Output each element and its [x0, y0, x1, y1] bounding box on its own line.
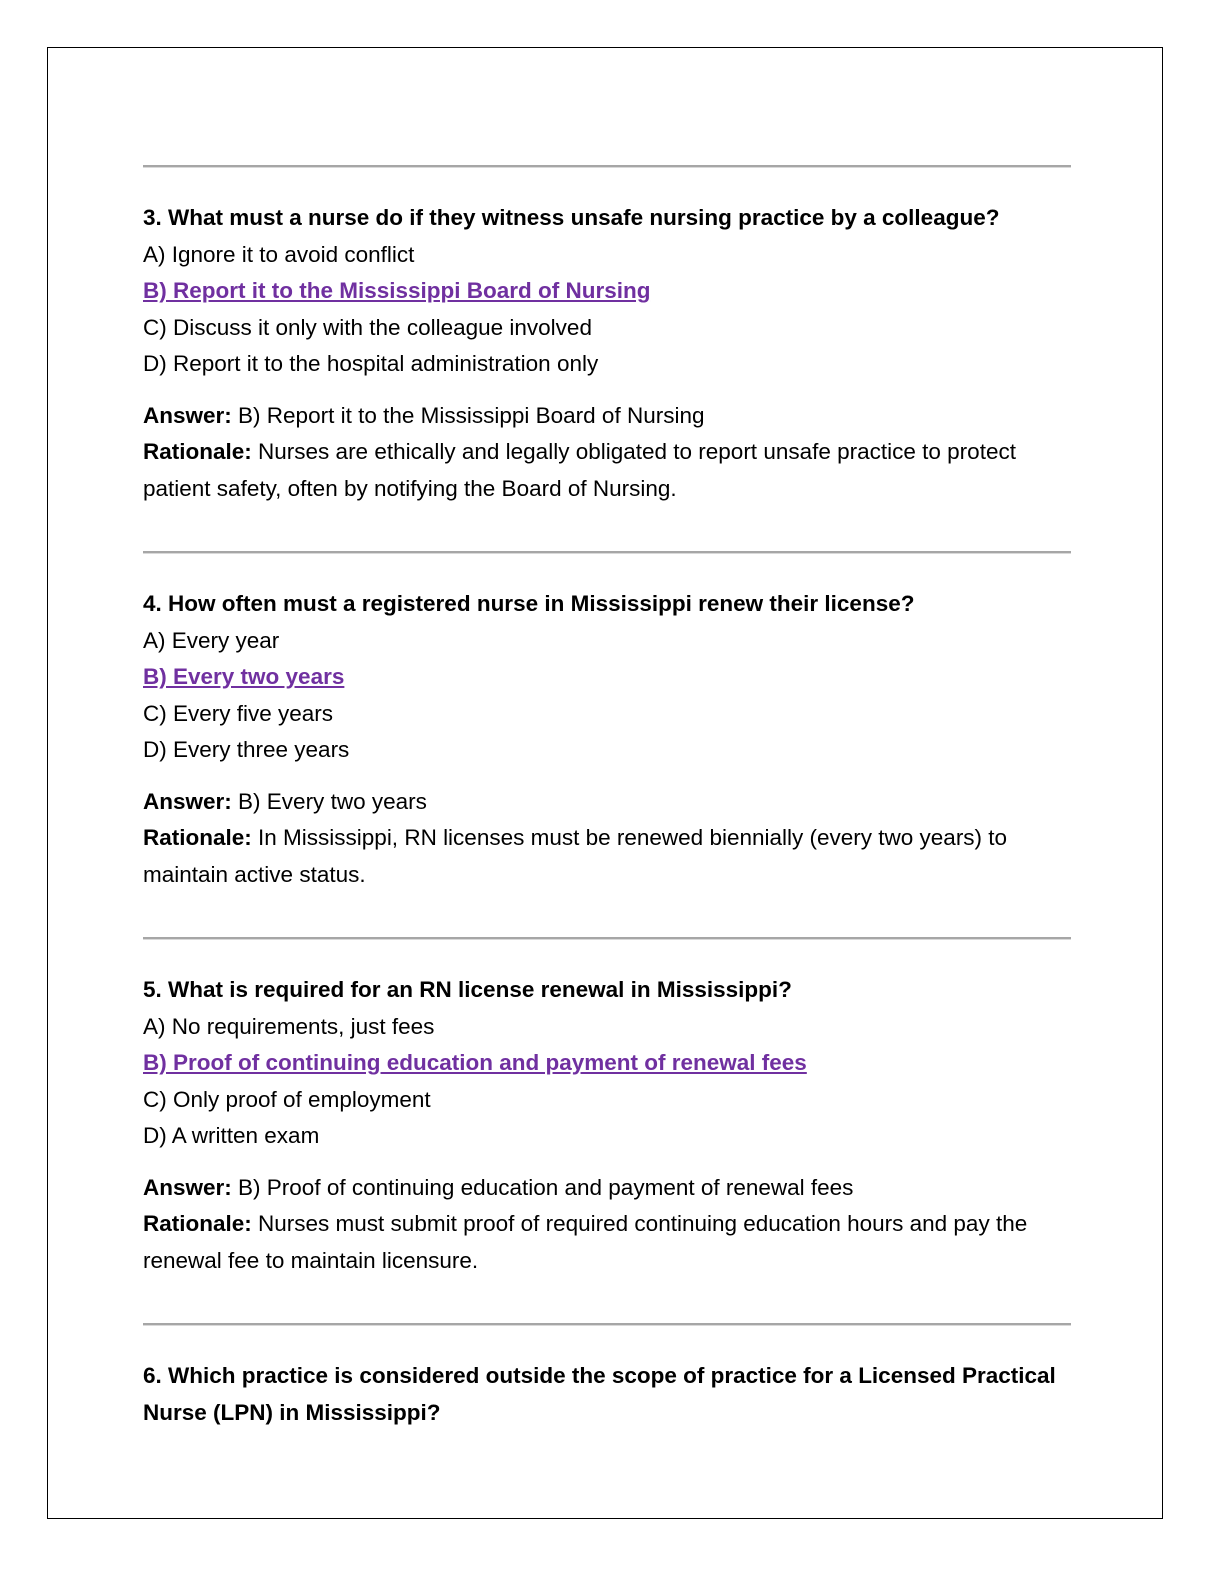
answer-value: B) Proof of continuing education and payment of renewal fees [238, 1174, 854, 1200]
answer-value: B) Every two years [238, 788, 427, 814]
question-4-option-c: C) Every five years [143, 700, 334, 726]
question-block-4 [143, 554, 1071, 937]
question-4-option-d: D) Every three years [143, 737, 350, 762]
question-4-answer [143, 784, 1071, 821]
question-3-option-a: A) Ignore it to avoid conflict [143, 241, 415, 267]
question-5-option-c: C) Only proof of employment [143, 1086, 431, 1112]
question-6-text: 6. Which practice is considered outside the scope of practice for a Licensed Practical Nurse (LPN) in Mississippi? [143, 1363, 1056, 1425]
answer-value: B) Report it to the Mississippi Board of Nursing [238, 402, 705, 428]
question-3-answer-area [143, 398, 1071, 508]
rationale-label: Rationale: [143, 1211, 252, 1236]
question-3-option-c: C) Discuss it only with the colleague involved [143, 314, 592, 340]
question-5-option-a: A) No requirements, just fees [143, 1013, 435, 1039]
question-3-answer [143, 398, 1071, 435]
rationale-label: Rationale: [143, 439, 252, 464]
document-content [143, 165, 1071, 1431]
answer-label: Answer: [143, 788, 232, 814]
question-5-option-d: D) A written exam [143, 1123, 320, 1148]
question-3-option-d: D) Report it to the hospital administration only [143, 351, 599, 376]
rationale-value: Nurses must submit proof of required continuing education hours and pay the renewal fee to maintain licensure. [143, 1211, 1028, 1273]
question-5-option-b-correct-link[interactable]: B) Proof of continuing education and payment of renewal fees [143, 1050, 807, 1075]
question-3-rationale [143, 434, 1071, 507]
question-5-text: 5. What is required for an RN license renewal in Mississippi? [143, 977, 792, 1002]
question-block-6 [143, 1326, 1071, 1431]
rationale-value: In Mississippi, RN licenses must be renewed biennially (every two years) to maintain active status. [143, 825, 1008, 887]
question-4-answer-area [143, 784, 1071, 894]
question-4-option-a: A) Every year [143, 627, 280, 653]
question-block-3 [143, 168, 1071, 551]
question-3-option-b-correct-link[interactable]: B) Report it to the Mississippi Board of Nursing [143, 278, 651, 303]
question-5-rationale [143, 1206, 1071, 1279]
question-4-option-b-correct-link[interactable]: B) Every two years [143, 664, 345, 689]
answer-label: Answer: [143, 1174, 232, 1200]
question-4-text: 4. How often must a registered nurse in Mississippi renew their license? [143, 591, 915, 616]
question-5-answer-area [143, 1170, 1071, 1280]
rationale-value: Nurses are ethically and legally obligated to report unsafe practice to protect patient safety, often by notifying the Board of Nursing. [143, 439, 1016, 501]
question-5-answer [143, 1170, 1071, 1207]
question-3-text: 3. What must a nurse do if they witness unsafe nursing practice by a colleague? [143, 205, 1000, 230]
question-4-rationale [143, 820, 1071, 893]
rationale-label: Rationale: [143, 825, 252, 850]
question-block-5 [143, 940, 1071, 1323]
answer-label: Answer: [143, 402, 232, 428]
